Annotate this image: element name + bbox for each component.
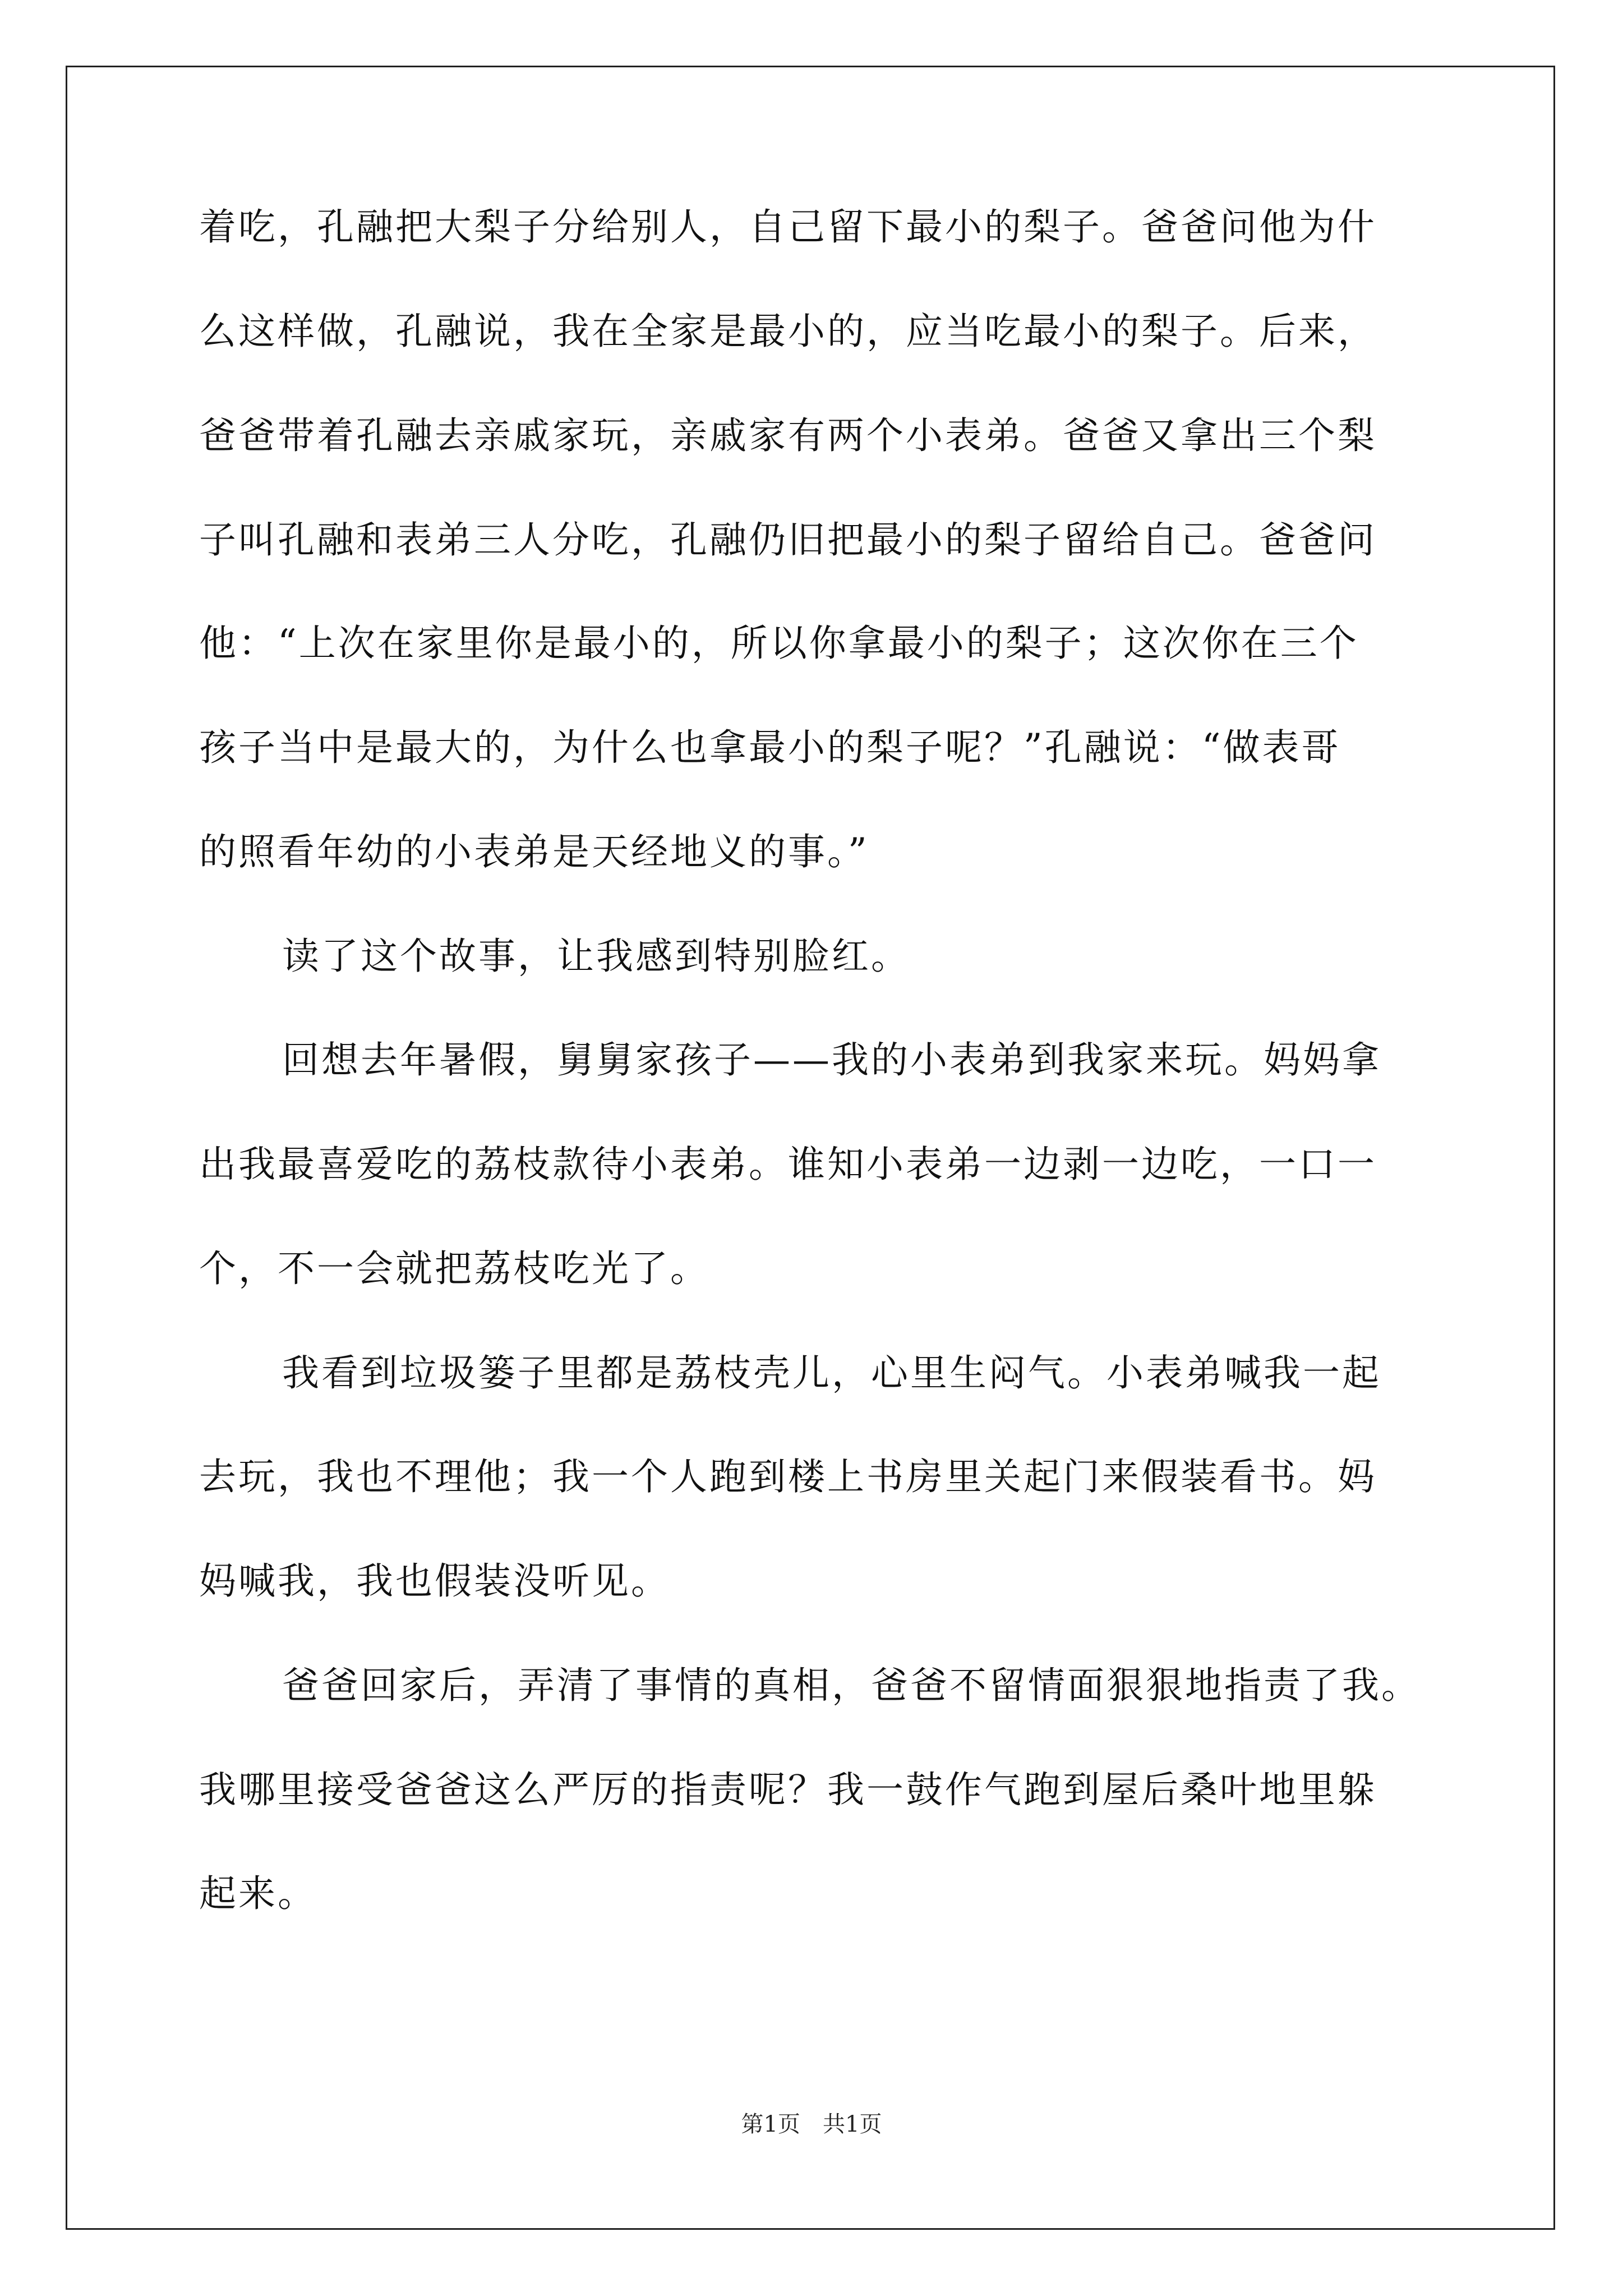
page-footer: [0, 2106, 1623, 2138]
text-line: 去玩，我也不理他；我一个人跑到楼上书房里关起门来假装看书。妈: [199, 1455, 1377, 1498]
text-line: 起来。: [199, 1872, 317, 1915]
text-line: 他：“上次在家里你是最小的，所以你拿最小的梨子；这次你在三个: [199, 622, 1359, 665]
text-line: 爸爸带着孔融去亲戚家玩，亲戚家有两个小表弟。爸爸又拿出三个梨: [199, 414, 1377, 457]
page-total-label: 共1页: [823, 2111, 882, 2137]
paragraph-first-line: 爸爸回家后，弄清了事情的真相，爸爸不留情面狠狠地指责了我。: [282, 1664, 1421, 1707]
text-line: 出我最喜爱吃的荔枝款待小表弟。谁知小表弟一边剥一边吃，一口一: [199, 1143, 1377, 1186]
text-line: 孩子当中是最大的，为什么也拿最小的梨子呢？”孔融说：“做表哥: [199, 726, 1341, 769]
text-line: 着吃，孔融把大梨子分给别人，自己留下最小的梨子。爸爸问他为什: [199, 205, 1377, 249]
text-line: 的照看年幼的小表弟是天经地义的事。”: [199, 830, 869, 873]
page-number-label: 第1页: [741, 2111, 800, 2137]
text-line: 个，不一会就把荔枝吃光了。: [199, 1247, 709, 1290]
text-line: 我哪里接受爸爸这么严厉的指责呢？我一鼓作气跑到屋后桑叶地里躲: [199, 1768, 1377, 1811]
text-line: 妈喊我，我也假装没听见。: [199, 1559, 670, 1603]
paragraph-first-line: 回想去年暑假，舅舅家孩子——我的小表弟到我家来玩。妈妈拿: [282, 1038, 1381, 1082]
text-line: 么这样做，孔融说，我在全家是最小的，应当吃最小的梨子。后来，: [199, 310, 1377, 353]
text-line: 子叫孔融和表弟三人分吃，孔融仍旧把最小的梨子留给自己。爸爸问: [199, 518, 1377, 562]
paragraph-first-line: 我看到垃圾篓子里都是荔枝壳儿，心里生闷气。小表弟喊我一起: [282, 1351, 1381, 1395]
paragraph-first-line: 读了这个故事，让我感到特别脸红。: [282, 935, 910, 978]
